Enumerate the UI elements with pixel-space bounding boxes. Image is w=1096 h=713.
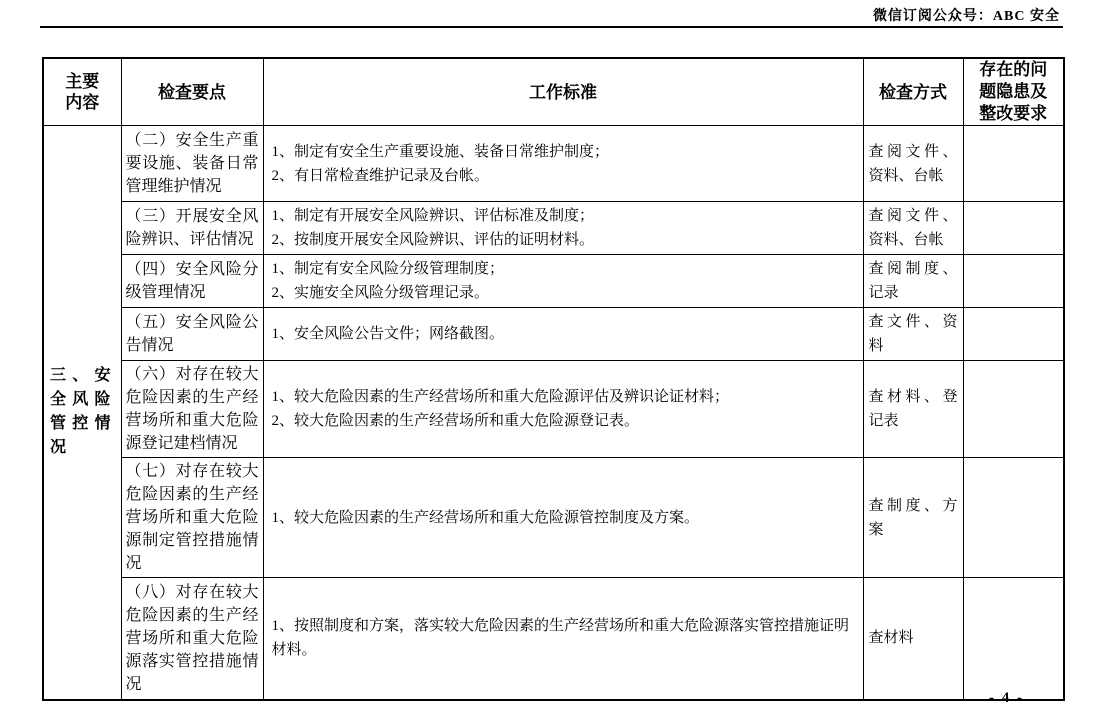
column-header-main-content: 主要内容 [43, 58, 121, 126]
standard-line: 1、制定有开展安全风险辨识、评估标准及制度； [271, 208, 595, 224]
column-header-issues: 存在的问题隐患及整改要求 [963, 58, 1064, 126]
check-method-cell: 查文件、资料 [863, 308, 963, 361]
table-row [43, 578, 1064, 700]
check-point-cell: （二）安全生产重要设施、装备日常管理维护情况 [121, 126, 263, 202]
work-standard-cell [263, 308, 863, 361]
standard-line: 2、有日常检查维护记录及台帐。 [271, 167, 490, 184]
standard-line: 1、按照制度和方案，落实较大危险因素的生产经营场所和重大危险源落实管控措施证明材料。 [271, 618, 850, 659]
table-row [43, 126, 1064, 202]
check-method-cell: 查阅制度、记录 [863, 255, 963, 308]
standard-line: 1、制定有安全风险分级管理制度； [271, 261, 505, 277]
issues-cell [963, 126, 1064, 202]
table-row [43, 308, 1064, 361]
work-standard-cell [263, 126, 863, 202]
work-standard-cell [263, 458, 863, 578]
standard-line: 1、较大危险因素的生产经营场所和重大危险源管控制度及方案。 [271, 509, 700, 526]
check-point-cell: （七）对存在较大危险因素的生产经营场所和重大危险源制定管控措施情况 [121, 458, 263, 578]
column-header-check-points: 检查要点 [121, 58, 263, 126]
table-row [43, 458, 1064, 578]
page-number: - 4 - [989, 690, 1024, 706]
wechat-subscription-note: 微信订阅公众号：ABC 安全 [872, 9, 1060, 24]
table-row [43, 255, 1064, 308]
check-method-cell: 查阅文件、资料、台帐 [863, 202, 963, 255]
work-standard-cell [263, 255, 863, 308]
check-method-cell: 查材料 [863, 578, 963, 700]
check-method-cell: 查材料、登记表 [863, 361, 963, 458]
check-point-cell: （五）安全风险公告情况 [121, 308, 263, 361]
work-standard-cell [263, 578, 863, 700]
issues-cell [963, 458, 1064, 578]
check-point-cell: （八）对存在较大危险因素的生产经营场所和重大危险源落实管控措施情况 [121, 578, 263, 700]
section-label-risk-control: 三、安全风险管控情况 [43, 126, 121, 700]
check-method-cell: 查制度、方案 [863, 458, 963, 578]
check-point-cell: （六）对存在较大危险因素的生产经营场所和重大危险源登记建档情况 [121, 361, 263, 458]
check-point-cell: （四）安全风险分级管理情况 [121, 255, 263, 308]
standard-line: 2、实施安全风险分级管理记录。 [271, 285, 490, 301]
issues-cell [963, 308, 1064, 361]
issues-cell [963, 202, 1064, 255]
standard-line: 2、按制度开展安全风险辨识、评估的证明材料。 [271, 232, 595, 248]
inspection-table [42, 57, 1065, 701]
work-standard-cell [263, 202, 863, 255]
column-header-work-standard: 工作标准 [263, 58, 863, 126]
table-row [43, 361, 1064, 458]
issues-cell [963, 361, 1064, 458]
header-divider-line [40, 26, 1063, 28]
standard-line: 1、制定有安全生产重要设施、装备日常维护制度； [271, 143, 610, 160]
column-header-check-method: 检查方式 [863, 58, 963, 126]
standard-line: 1、安全风险公告文件；网络截图。 [271, 326, 505, 342]
standard-line: 1、较大危险因素的生产经营场所和重大危险源评估及辨识论证材料； [271, 389, 730, 405]
check-method-cell: 查阅文件、资料、台帐 [863, 126, 963, 202]
table-header-row [43, 58, 1064, 126]
issues-cell [963, 578, 1064, 700]
standard-line: 2、较大危险因素的生产经营场所和重大危险源登记表。 [271, 413, 640, 429]
table-row [43, 202, 1064, 255]
issues-cell [963, 255, 1064, 308]
work-standard-cell [263, 361, 863, 458]
check-point-cell: （三）开展安全风险辨识、评估情况 [121, 202, 263, 255]
